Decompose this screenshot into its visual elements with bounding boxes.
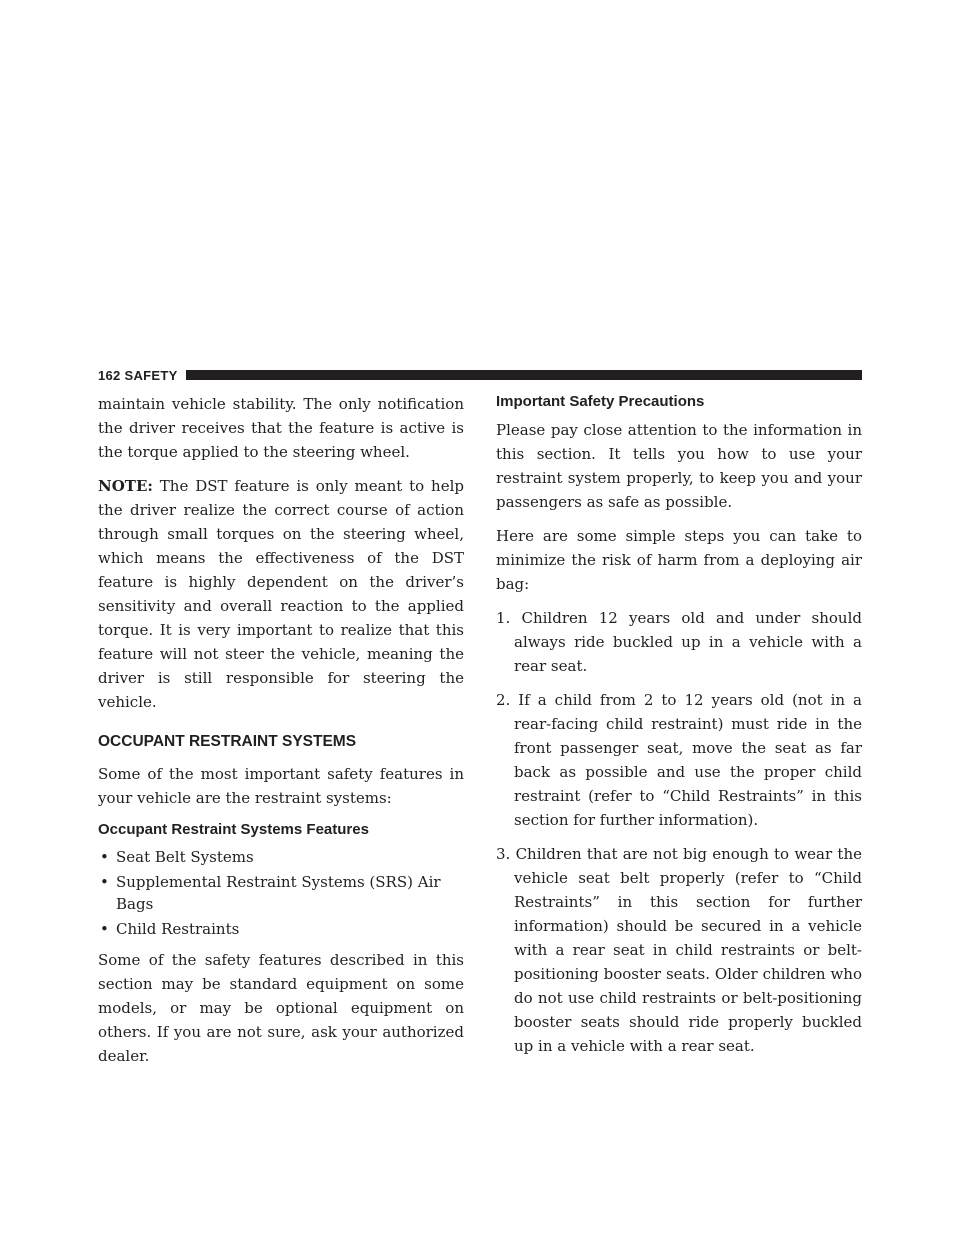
closing-paragraph: Some of the safety features described in this section may be standard equipment on some models, or may be optional equipment on others. If you are not sure, ask your authorized dealer. xyxy=(98,951,464,1065)
page-number: 162 xyxy=(98,367,121,383)
note-paragraph xyxy=(98,474,464,714)
list-item-text: Seat Belt Systems xyxy=(116,848,254,866)
list-item-text: Supplemental Restraint Systems (SRS) Air Bags xyxy=(116,873,441,913)
bullet-icon: • xyxy=(100,920,109,938)
page-header-label xyxy=(98,368,186,383)
bullet-icon: • xyxy=(100,873,109,891)
list-item xyxy=(98,918,464,940)
note-text: The DST feature is only meant to help the driver realize the correct course of action through small torques on the steering wheel, which means the effectiveness of the DST feature is highly dependent on the driver’s sensitivity and overall reaction to the applied torque. It is very important to realize that this feature will not steer the vehicle, meaning the driver is still responsible for steering the vehicle. xyxy=(98,477,464,711)
list-item: 2. If a child from 2 to 12 years old (not in a rear-facing child restraint) must ride in the front passenger seat, move the seat as far back as possible and use the proper child restraint (refer to “Child Restraints” in this section for further information). xyxy=(496,691,862,829)
section-name: SAFETY xyxy=(124,367,178,383)
page-header xyxy=(98,366,862,384)
section-heading: OCCUPANT RESTRAINT SYSTEMS xyxy=(98,733,357,750)
list-item: 3. Children that are not big enough to wear the vehicle seat belt properly (refer to “Child Restraints” in this section for further information) should be secured in a vehicle with a rear seat in child restraints or belt-positioning booster seats. Older children who do not use child restraints or belt-positioning booster seats should ride properly buckled up in a vehicle with a rear seat. xyxy=(496,845,862,1055)
precautions-heading: Important Safety Precautions xyxy=(496,393,705,410)
right-column xyxy=(496,392,862,1068)
precautions-paragraph: Please pay close attention to the information in this section. It tells you how to use your restraint system properly, to keep you and your passengers as safe as possible. xyxy=(496,421,862,511)
note-label: NOTE: xyxy=(98,477,153,495)
intro-paragraph: maintain vehicle stability. The only notification the driver receives that the feature is active is the torque applied to the steering wheel. xyxy=(98,395,464,461)
bullet-icon: • xyxy=(100,848,109,866)
steps-list xyxy=(496,606,862,1058)
list-item: 1. Children 12 years old and under should always ride buckled up in a vehicle with a rear seat. xyxy=(496,609,862,675)
left-column xyxy=(98,392,464,1078)
steps-intro-paragraph: Here are some simple steps you can take to minimize the risk of harm from a deploying air bag: xyxy=(496,527,862,593)
header-rule xyxy=(186,370,862,380)
list-item-text: Child Restraints xyxy=(116,920,240,938)
list-item xyxy=(98,871,464,915)
section-paragraph: Some of the most important safety features in your vehicle are the restraint systems: xyxy=(98,765,464,807)
features-list xyxy=(98,846,464,940)
list-item xyxy=(98,846,464,868)
subsection-heading: Occupant Restraint Systems Features xyxy=(98,821,369,838)
